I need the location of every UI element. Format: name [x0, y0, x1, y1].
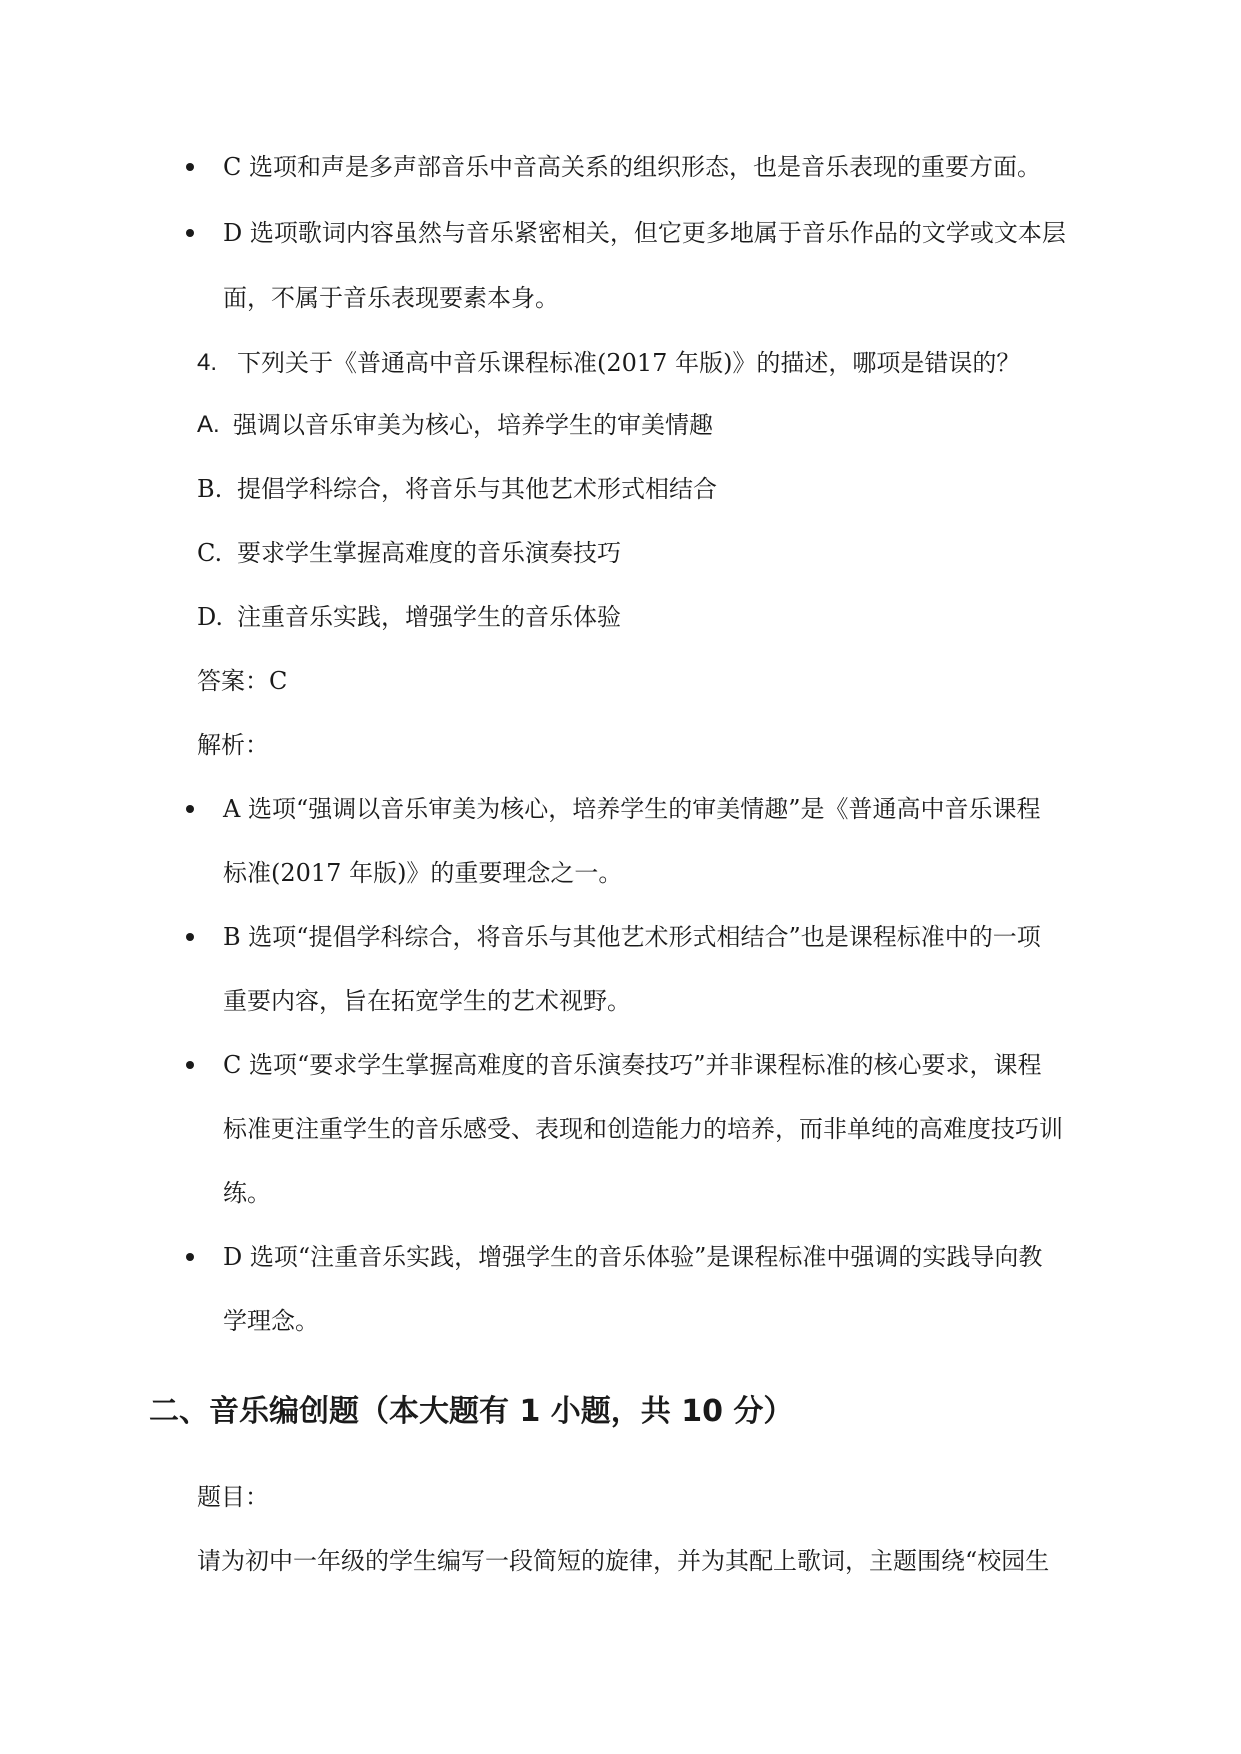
analysis-d-text-cont: 面，不属于音乐表现要素本身。	[223, 284, 559, 312]
analysis-c2-text-cont2: 练。	[223, 1179, 271, 1207]
analysis-label: 解析：	[197, 731, 269, 759]
bullet-dot	[186, 229, 194, 237]
topic-label: 题目：	[197, 1483, 269, 1511]
analysis-b-text: B 选项“提倡学科综合，将音乐与其他艺术形式相结合”也是课程标准中的一项	[223, 923, 1041, 951]
analysis-c2-text: C 选项“要求学生掌握高难度的音乐演奏技巧”并非课程标准的核心要求，课程	[223, 1051, 1042, 1079]
analysis-d2-text: D 选项“注重音乐实践，增强学生的音乐体验”是课程标准中强调的实践导向教	[223, 1243, 1043, 1271]
bullet-dot	[186, 805, 194, 813]
analysis-a-text-cont: 标准(2017 年版)》的重要理念之一。	[223, 859, 623, 887]
analysis-c2-text-cont: 标准更注重学生的音乐感受、表现和创造能力的培养，而非单纯的高难度技巧训	[223, 1115, 1063, 1143]
analysis-c-text: C 选项和声是多声部音乐中音高关系的组织形态，也是音乐表现的重要方面。	[223, 153, 1041, 181]
question-number: 4.	[197, 349, 218, 376]
analysis-d-text: D 选项歌词内容虽然与音乐紧密相关，但它更多地属于音乐作品的文学或文本层	[223, 219, 1066, 247]
topic-prompt-text: 请为初中一年级的学生编写一段简短的旋律，并为其配上歌词，主题围绕“校园生	[197, 1547, 1050, 1575]
option-c-text: 要求学生掌握高难度的音乐演奏技巧	[237, 539, 621, 567]
analysis-b-text-cont: 重要内容，旨在拓宽学生的艺术视野。	[223, 987, 631, 1015]
option-b-text: 提倡学科综合，将音乐与其他艺术形式相结合	[237, 475, 717, 503]
option-d-text: 注重音乐实践，增强学生的音乐体验	[237, 603, 621, 631]
analysis-a-text: A 选项“强调以音乐审美为核心，培养学生的审美情趣”是《普通高中音乐课程	[223, 795, 1041, 823]
bullet-dot	[186, 1253, 194, 1261]
bullet-dot	[186, 163, 194, 171]
option-a-text: 强调以音乐审美为核心，培养学生的审美情趣	[233, 411, 713, 439]
bullet-dot	[186, 1061, 194, 1069]
question-stem: 下列关于《普通高中音乐课程标准(2017 年版)》的描述，哪项是错误的？	[237, 349, 1021, 377]
option-d-letter: D.	[197, 603, 224, 631]
option-b-letter: B.	[197, 475, 223, 503]
analysis-d2-text-cont: 学理念。	[223, 1307, 319, 1335]
option-c-letter: C.	[197, 539, 223, 567]
section-heading: 二、音乐编创题（本大题有 1 小题，共 10 分）	[149, 1394, 794, 1429]
answer-text: 答案：C	[197, 667, 288, 695]
bullet-dot	[186, 933, 194, 941]
option-a-letter: A.	[197, 411, 220, 438]
